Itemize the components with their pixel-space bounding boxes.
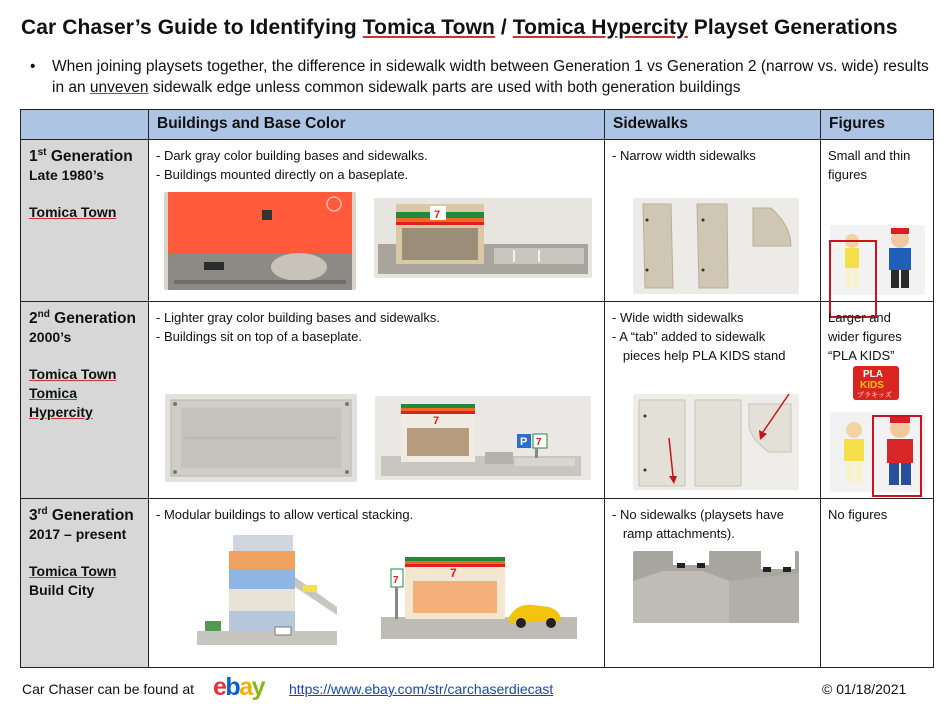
- gen2-store-photo: [375, 396, 591, 480]
- gen2-baseplate-photo: [165, 394, 357, 482]
- gen1-store-sign: 7: [434, 209, 441, 222]
- gen2-sidewalks-cell: [605, 301, 821, 499]
- gen1-sidewalk-photo: [633, 198, 799, 294]
- gen3-era: 2017 – present: [29, 526, 127, 543]
- title-tomica-town: Tomica Town: [362, 16, 495, 39]
- gen2-figure-highlight-box: [872, 415, 922, 497]
- gen1-store-photo: [374, 198, 592, 278]
- gen2-buildings-note-2: - Buildings sit on top of a baseplate.: [156, 328, 362, 344]
- gen2-brand-2: Tomica Hypercity: [29, 384, 93, 420]
- title-prefix: Car Chaser’s Guide to Identifying: [21, 16, 363, 39]
- generations-table: [20, 109, 934, 668]
- pla-kids-badge-line3: プラキッズ: [857, 390, 892, 399]
- bullet-text-underlined: unveven: [89, 79, 149, 96]
- gen3-store-photo: [377, 547, 581, 645]
- gen2-sidewalk-note-3: pieces help PLA KIDS stand: [612, 347, 786, 363]
- title-slash: /: [494, 16, 513, 39]
- gen2-figures-note-1: Larger and: [828, 309, 891, 325]
- gen2-store-sign: 7: [433, 414, 440, 427]
- gen3-sidewalk-note-1: - No sidewalks (playsets have: [612, 507, 784, 523]
- gen2-sidewalk-note-1: - Wide width sidewalks: [612, 309, 744, 325]
- gen2-title: 2nd Generation: [29, 308, 136, 327]
- title-tomica-hypercity: Tomica Hypercity: [512, 16, 688, 39]
- gen1-figures-note-1: Small and thin: [828, 148, 911, 164]
- gen3-pole-sign: 7: [393, 575, 399, 587]
- gen3-brand-1: Tomica Town: [29, 563, 117, 580]
- footer-copyright: © 01/18/2021: [822, 681, 907, 697]
- gen1-baseplate-photo: [164, 192, 356, 290]
- gen3-sidewalk-note-2: ramp attachments).: [612, 526, 735, 542]
- gen3-stacked-building-photo: [191, 527, 341, 651]
- gen3-brand-2: Build City: [29, 582, 95, 599]
- gen2-buildings-note-1: - Lighter gray color building bases and sidewalks.: [156, 309, 440, 325]
- bullet-text: [52, 56, 932, 98]
- gen1-title: 1st Generation: [29, 146, 133, 166]
- gen3-sidewalks-cell: [605, 499, 821, 668]
- gen2-figures-note-2: wider figures: [828, 328, 902, 344]
- gen2-sidewalk-photo: [633, 394, 799, 490]
- gen3-label-cell: [21, 499, 149, 668]
- gen2-label-cell: [21, 301, 149, 499]
- gen1-sidewalks-cell: [605, 140, 821, 302]
- header-figures: Figures: [821, 110, 934, 140]
- gen1-label-cell: [21, 140, 149, 302]
- table-row-gen2: [21, 301, 934, 499]
- gen1-buildings-note-1: - Dark gray color building bases and sidewalks.: [156, 148, 428, 164]
- bullet-text-part1: When joining playsets together, the difference in sidewalk width between Generation 1 vs Generation 2 (narrow vs. wide) results in an: [52, 58, 929, 96]
- table-row-gen3: [21, 499, 934, 668]
- bullet-text-part2: sidewalk edge unless common sidewalk parts are used with both generation buildings: [148, 79, 741, 96]
- table-header-row: [21, 110, 934, 140]
- gen2-pole-sign: 7: [536, 436, 542, 448]
- gen3-figures-note-1: No figures: [828, 507, 888, 523]
- gen1-sidewalk-note-1: - Narrow width sidewalks: [612, 148, 756, 164]
- gen1-buildings-note-2: - Buildings mounted directly on a baseplate.: [156, 167, 409, 183]
- header-buildings: Buildings and Base Color: [149, 110, 605, 140]
- title-suffix: Playset Generations: [687, 16, 898, 39]
- gen2-brand-1: Tomica Town: [29, 365, 117, 382]
- gen1-brand-1: Tomica Town: [29, 204, 117, 221]
- ebay-store-link[interactable]: https://www.ebay.com/str/carchaserdiecast: [289, 681, 554, 697]
- gen2-figures-cell: [821, 301, 934, 499]
- ebay-logo-icon: ebay: [213, 673, 264, 701]
- pla-kids-badge-icon: [853, 366, 899, 400]
- pla-kids-badge-line1: PLA: [863, 368, 883, 380]
- gen3-ramp-photo: [633, 551, 799, 623]
- gen3-title: 3rd Generation: [29, 506, 134, 525]
- footer-found-at: Car Chaser can be found at: [22, 681, 194, 697]
- header-sidewalks: Sidewalks: [605, 110, 821, 140]
- bullet-dot-icon: •: [30, 58, 36, 75]
- gen2-sidewalk-note-2: - A “tab” added to sidewalk: [612, 328, 766, 344]
- gen2-figures-note-3: “PLA KIDS”: [828, 347, 895, 363]
- gen1-figures-note-2: figures: [828, 167, 868, 183]
- gen3-store-sign: 7: [450, 566, 457, 581]
- gen3-buildings-note-1: - Modular buildings to allow vertical stacking.: [156, 507, 414, 523]
- gen3-figures-cell: [821, 499, 934, 668]
- gen1-figures-cell: [821, 140, 934, 302]
- header-blank: [21, 110, 149, 140]
- gen2-buildings-cell: [149, 301, 605, 499]
- gen2-parking-sign: P: [520, 435, 528, 448]
- gen1-era: Late 1980’s: [29, 167, 104, 184]
- page-title: [21, 16, 898, 40]
- table-row-gen1: [21, 140, 934, 302]
- gen1-buildings-cell: [149, 140, 605, 302]
- gen3-buildings-cell: [149, 499, 605, 668]
- pla-kids-badge-line2: KIDS: [860, 379, 884, 391]
- gen2-era: 2000’s: [29, 328, 72, 345]
